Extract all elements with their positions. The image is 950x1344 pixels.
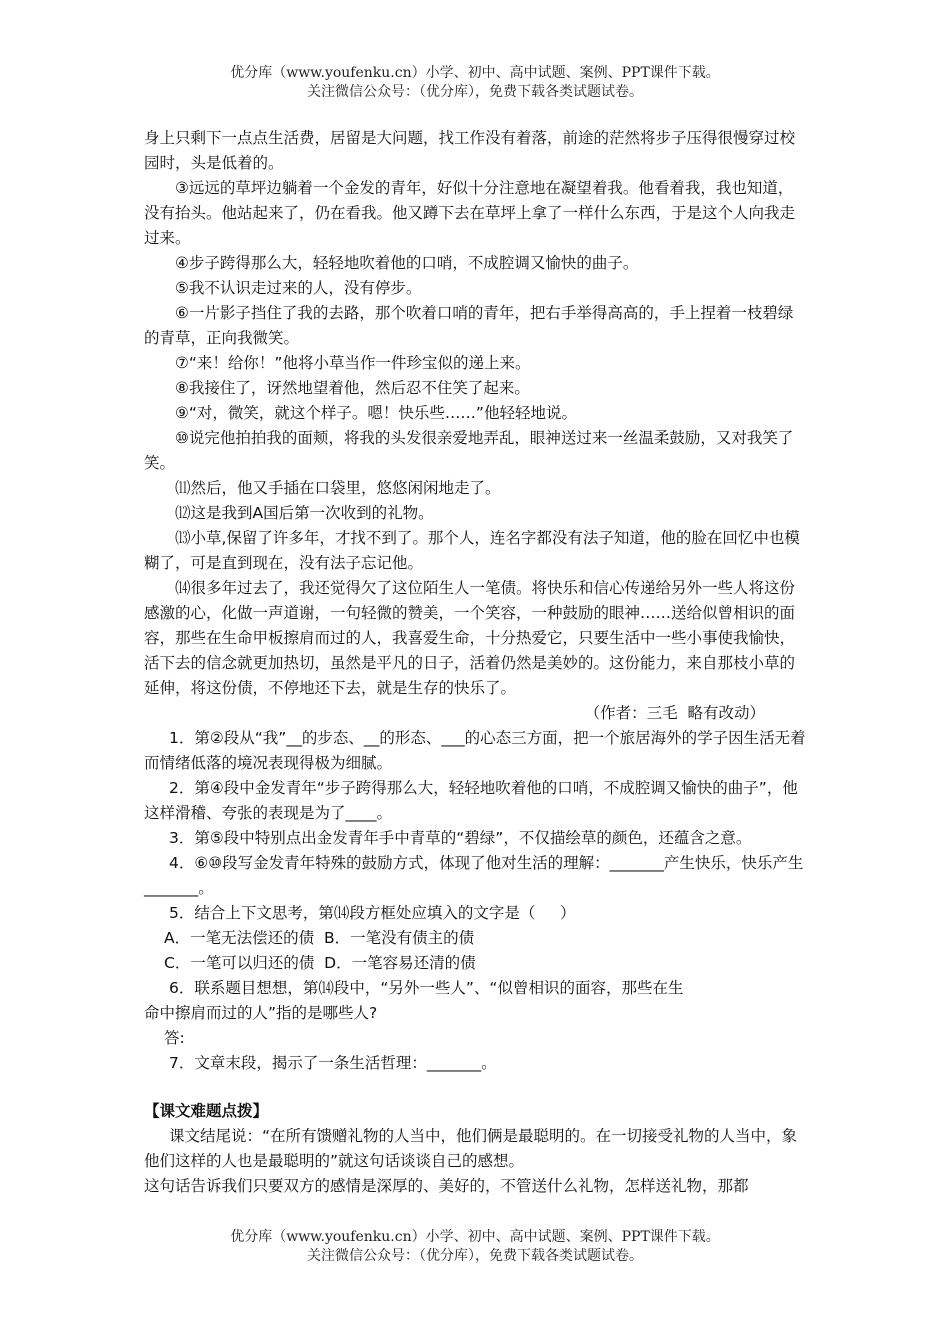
page-footer [0, 1228, 950, 1266]
question-3: 3．第⑤段中特别点出金发青年手中青草的“碧绿”，不仅描绘草的颜色，还蕴含之意。 [169, 829, 752, 847]
question-5: 5．结合上下文思考，第⒁段方框处应填入的文字是（ ） [169, 904, 576, 922]
question-7: 7．文章末段，揭示了一条生活哲理：_______。 [169, 1054, 497, 1072]
passage-paragraph-13: ⒀小草,保留了许多年，才找不到了。那个人，连名字都没有法子知道，他的脸在回忆中也模糊了，可是直到现在，没有法子忘记他。 [144, 529, 800, 572]
section-paragraph-2: 这句话告诉我们只要双方的感情是深厚的、美好的，不管送什么礼物，怎样送礼物，那都 [144, 1177, 749, 1195]
passage-paragraph-10: ⑩说完他拍拍我的面颊，将我的头发很亲爱地弄乱，眼神送过来一丝温柔鼓励，又对我笑了笑。 [144, 429, 794, 472]
question-5-options-cd: C．一笔可以归还的债 D．一笔容易还清的债 [164, 954, 476, 972]
passage-paragraph-8: ⑧我接住了，讶然地望着他，然后忍不住笑了起来。 [175, 379, 530, 397]
spacer [144, 1076, 808, 1099]
passage-paragraph-4: ④步子跨得那么大，轻轻地吹着他的口哨，不成腔调又愉快的曲子。 [175, 254, 639, 272]
passage-paragraph-5: ⑤我不认识走过来的人，没有停步。 [175, 279, 422, 297]
question-4: 4．⑥⑩段写金发青年特殊的鼓励方式，体现了他对生活的理解：_______产生快乐，快乐产生_______。 [144, 854, 804, 897]
passage-paragraph-9: ⑨“对，微笑，就这个样子。嗯！快乐些……”他轻轻地说。 [175, 404, 577, 422]
question-1: 1．第②段从“我”__的步态、__的形态、___的心态三方面，把一个旅居海外的学子因生活无着而情绪低落的境况表现得极为细腻。 [144, 729, 806, 772]
passage-paragraph-6: ⑥一片影子挡住了我的去路，那个吹着口哨的青年，把右手举得高高的，手上捏着一枝碧绿的青草，正向我微笑。 [144, 304, 794, 347]
footer-line-2: 关注微信公众号：（优分库），免费下载各类试题试卷。 [307, 1248, 643, 1264]
author-credit: （作者：三毛 略有改动） [584, 704, 765, 722]
document-body [144, 126, 808, 1199]
answer-label: 答: [164, 1029, 185, 1047]
page-header [0, 64, 950, 102]
passage-paragraph-2: 身上只剩下一点点生活费，居留是大问题，找工作没有着落，前途的茫然将步子压得很慢穿过校园时，头是低着的。 [144, 129, 796, 172]
footer-line-1: 优分库（www.youfenku.cn）小学、初中、高中试题、案例、PPT课件下载。 [230, 1229, 720, 1245]
passage-paragraph-3: ③远远的草坪边躺着一个金发的青年，好似十分注意地在凝望着我。他看着我，我也知道，没有抬头。他站起来了，仍在看我。他又蹲下去在草坪上拿了一样什么东西，于是这个人向我走过来。 [144, 179, 796, 247]
question-5-options-ab: A．一笔无法偿还的债 B．一笔没有债主的债 [164, 929, 475, 947]
question-6-line-1: 6．联系题目想想，第⒁段中，“另外一些人”、“似曾相识的面容，那些在生 [169, 979, 684, 997]
section-paragraph-1: 课文结尾说：“在所有馈赠礼物的人当中，他们俩是最聪明的。在一切接受礼物的人当中，象他们这样的人也是最聪明的”就这句话谈谈自己的感想。 [144, 1127, 798, 1170]
passage-paragraph-7: ⑦“来！给你！”他将小草当作一件珍宝似的递上来。 [175, 354, 531, 372]
header-line-1: 优分库（www.youfenku.cn）小学、初中、高中试题、案例、PPT课件下载。 [230, 65, 720, 81]
passage-paragraph-12: ⑿这是我到A国后第一次收到的礼物。 [175, 504, 434, 522]
section-title: 【课文难题点拨】 [144, 1102, 269, 1120]
passage-paragraph-11: ⑾然后，他又手插在口袋里，悠悠闲闲地走了。 [175, 479, 501, 497]
header-line-2: 关注微信公众号：（优分库），免费下载各类试题试卷。 [307, 84, 643, 100]
passage-paragraph-14: ⒁很多年过去了，我还觉得欠了这位陌生人一笔债。将快乐和信心传递给另外一些人将这份感激的心，化做一声道谢，一句轻微的赞美，一个笑容，一种鼓励的眼神……送给似曾相识的面容，那些在生命甲板擦肩而过的人，我喜爱生命，十分热爱它，只要生活中一些小事使我愉快，活下去的信念就更加热切，虽然是平凡的日子，活着仍然是美妙的。这份能力，来自那枝小草的延伸，将这份债，不停地还下去，就是生存的快乐了。 [144, 579, 796, 697]
question-6-line-2: 命中擦肩而过的人”指的是哪些人? [144, 1004, 378, 1022]
question-2: 2．第④段中金发青年“步子跨得那么大，轻轻地吹着他的口哨，不成腔调又愉快的曲子”，他这样滑稽、夸张的表现是为了____。 [144, 779, 798, 822]
